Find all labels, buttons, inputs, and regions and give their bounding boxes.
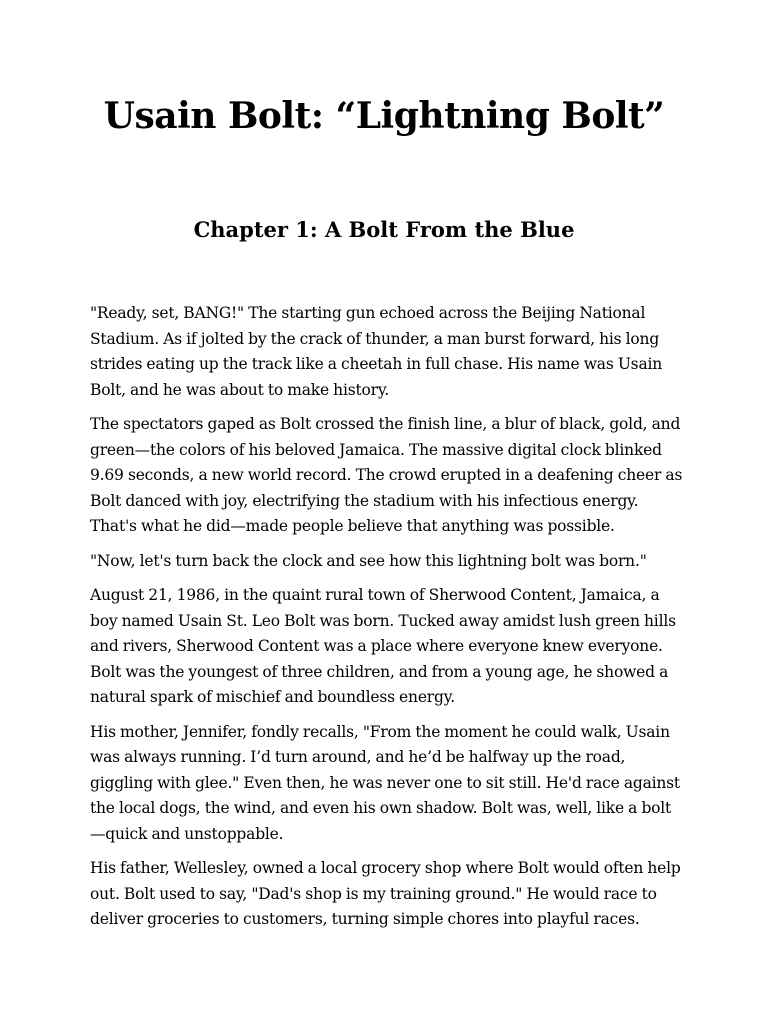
chapter-body (90, 301, 686, 942)
paragraph: The spectators gaped as Bolt crossed the finish line, a blur of black, gold, and green—the colors of his beloved Jamaica. The massive digital clock blinked 9.69 seconds, a new world record. The crowd erupted in a deafening cheer as Bolt danced with joy, electrifying the stadium with his infectious energy. That's what he did—made people believe that anything was possible. (90, 415, 683, 535)
document-title: Usain Bolt: “Lightning Bolt” (103, 95, 665, 137)
chapter-heading: Chapter 1: A Bolt From the Blue (193, 217, 575, 242)
paragraph: His father, Wellesley, owned a local grocery shop where Bolt would often help out. Bolt used to say, "Dad's shop is my training ground." He would race to deliver groceries to customers, turning simple chores into playful races. (90, 859, 681, 928)
paragraph: "Ready, set, BANG!" The starting gun echoed across the Beijing National Stadium. As if jolted by the crack of thunder, a man burst forward, his long strides eating up the track like a cheetah in full chase. His name was Usain Bolt, and he was about to make history. (90, 304, 663, 399)
paragraph: His mother, Jennifer, fondly recalls, "From the moment he could walk, Usain was always running. I’d turn around, and he’d be halfway up the road, giggling with glee." Even then, he was never one to sit still. He'd race against the local dogs, the wind, and even his own shadow. Bolt was, well, like a bolt—quick and unstoppable. (90, 722, 680, 843)
paragraph: August 21, 1986, in the quaint rural town of Sherwood Content, Jamaica, a boy named Usain St. Leo Bolt was born. Tucked away amidst lush green hills and rivers, Sherwood Content was a place where everyone knew everyone. Bolt was the youngest of three children, and from a young age, he showed a natural spark of mischief and boundless energy. (90, 586, 676, 706)
paragraph: "Now, let's turn back the clock and see how this lightning bolt was born." (90, 551, 647, 570)
